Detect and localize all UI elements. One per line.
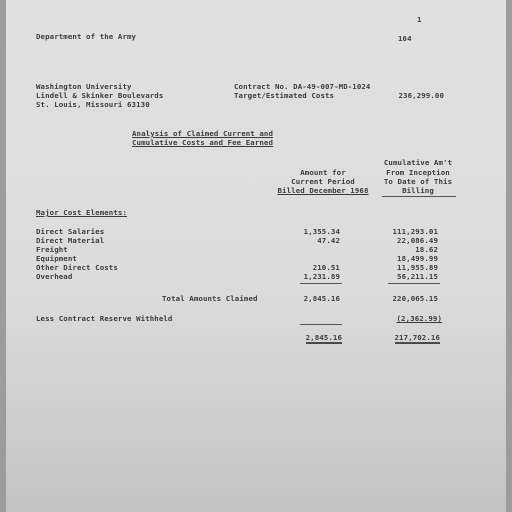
net-current-value: 2,845.16 [305, 333, 342, 342]
row-current-amount: 1,355.34 [303, 227, 340, 236]
heading-line-1: Analysis of Claimed Current and [132, 129, 274, 138]
row-current-amount: 1,231.89 [303, 272, 340, 281]
row-cumulative-amount: 18.62 [415, 245, 438, 254]
target-costs-value: 236,299.00 [398, 91, 444, 100]
row-label: Overhead [36, 272, 73, 281]
row-label: Direct Salaries [36, 227, 105, 236]
total-current-amount: 2,845.16 [303, 294, 340, 303]
current-column-header-3: Billed December 1968 [277, 186, 369, 195]
current-column-header-1: Amount for [300, 168, 346, 177]
row-cumulative-amount: 11,955.89 [397, 263, 438, 272]
department-line: Department of the Army [36, 32, 137, 41]
contract-number: Contract No. DA-49-007-MD-1024 [234, 82, 371, 91]
row-label: Freight [36, 245, 68, 254]
page-number: 1 [417, 15, 422, 24]
document-page [6, 0, 506, 512]
total-label: Total Amounts Claimed [162, 294, 258, 303]
row-label: Other Direct Costs [36, 263, 118, 272]
contractor-city: St. Louis, Missouri 63130 [36, 100, 150, 109]
cumulative-column-header-1: Cumulative Am't [383, 158, 453, 167]
row-cumulative-amount: 56,211.15 [397, 272, 438, 281]
contractor-name: Washington University [36, 82, 132, 91]
heading-line-2: Cumulative Costs and Fee Earned [132, 138, 274, 147]
subtotal-rule-current [300, 283, 342, 284]
cumulative-column-header-2: From Inception [386, 168, 450, 177]
row-label: Direct Material [36, 236, 105, 245]
current-column-header-2: Current Period [291, 177, 355, 186]
cumulative-header-rule [382, 196, 456, 197]
reserve-blank-line [300, 324, 342, 325]
net-cumulative-value: 217,702.16 [394, 333, 440, 342]
contractor-street: Lindell & Skinker Boulevards [36, 91, 164, 100]
row-cumulative-amount: 22,086.49 [397, 236, 438, 245]
net-cumulative-amount [376, 333, 440, 342]
target-costs-label: Target/Estimated Costs [234, 91, 335, 100]
section-label: Major Cost Elements: [36, 208, 127, 217]
row-cumulative-amount: 18,499.99 [397, 254, 438, 263]
net-current-amount [276, 333, 342, 342]
document-reference: 104 [398, 34, 412, 43]
cumulative-column-header-3: To Date of This [383, 177, 453, 186]
row-current-amount: 210.51 [312, 263, 340, 272]
total-cumulative-amount: 220,065.15 [392, 294, 438, 303]
reserve-cumulative-amount: (2,362.99) [396, 314, 442, 323]
row-current-amount: 47.42 [317, 236, 340, 245]
cumulative-column-header-4: Billing [402, 186, 434, 195]
row-cumulative-amount: 111,293.01 [392, 227, 438, 236]
row-label: Equipment [36, 254, 77, 263]
subtotal-rule-cumulative [388, 283, 440, 284]
reserve-label: Less Contract Reserve Withheld [36, 314, 173, 323]
